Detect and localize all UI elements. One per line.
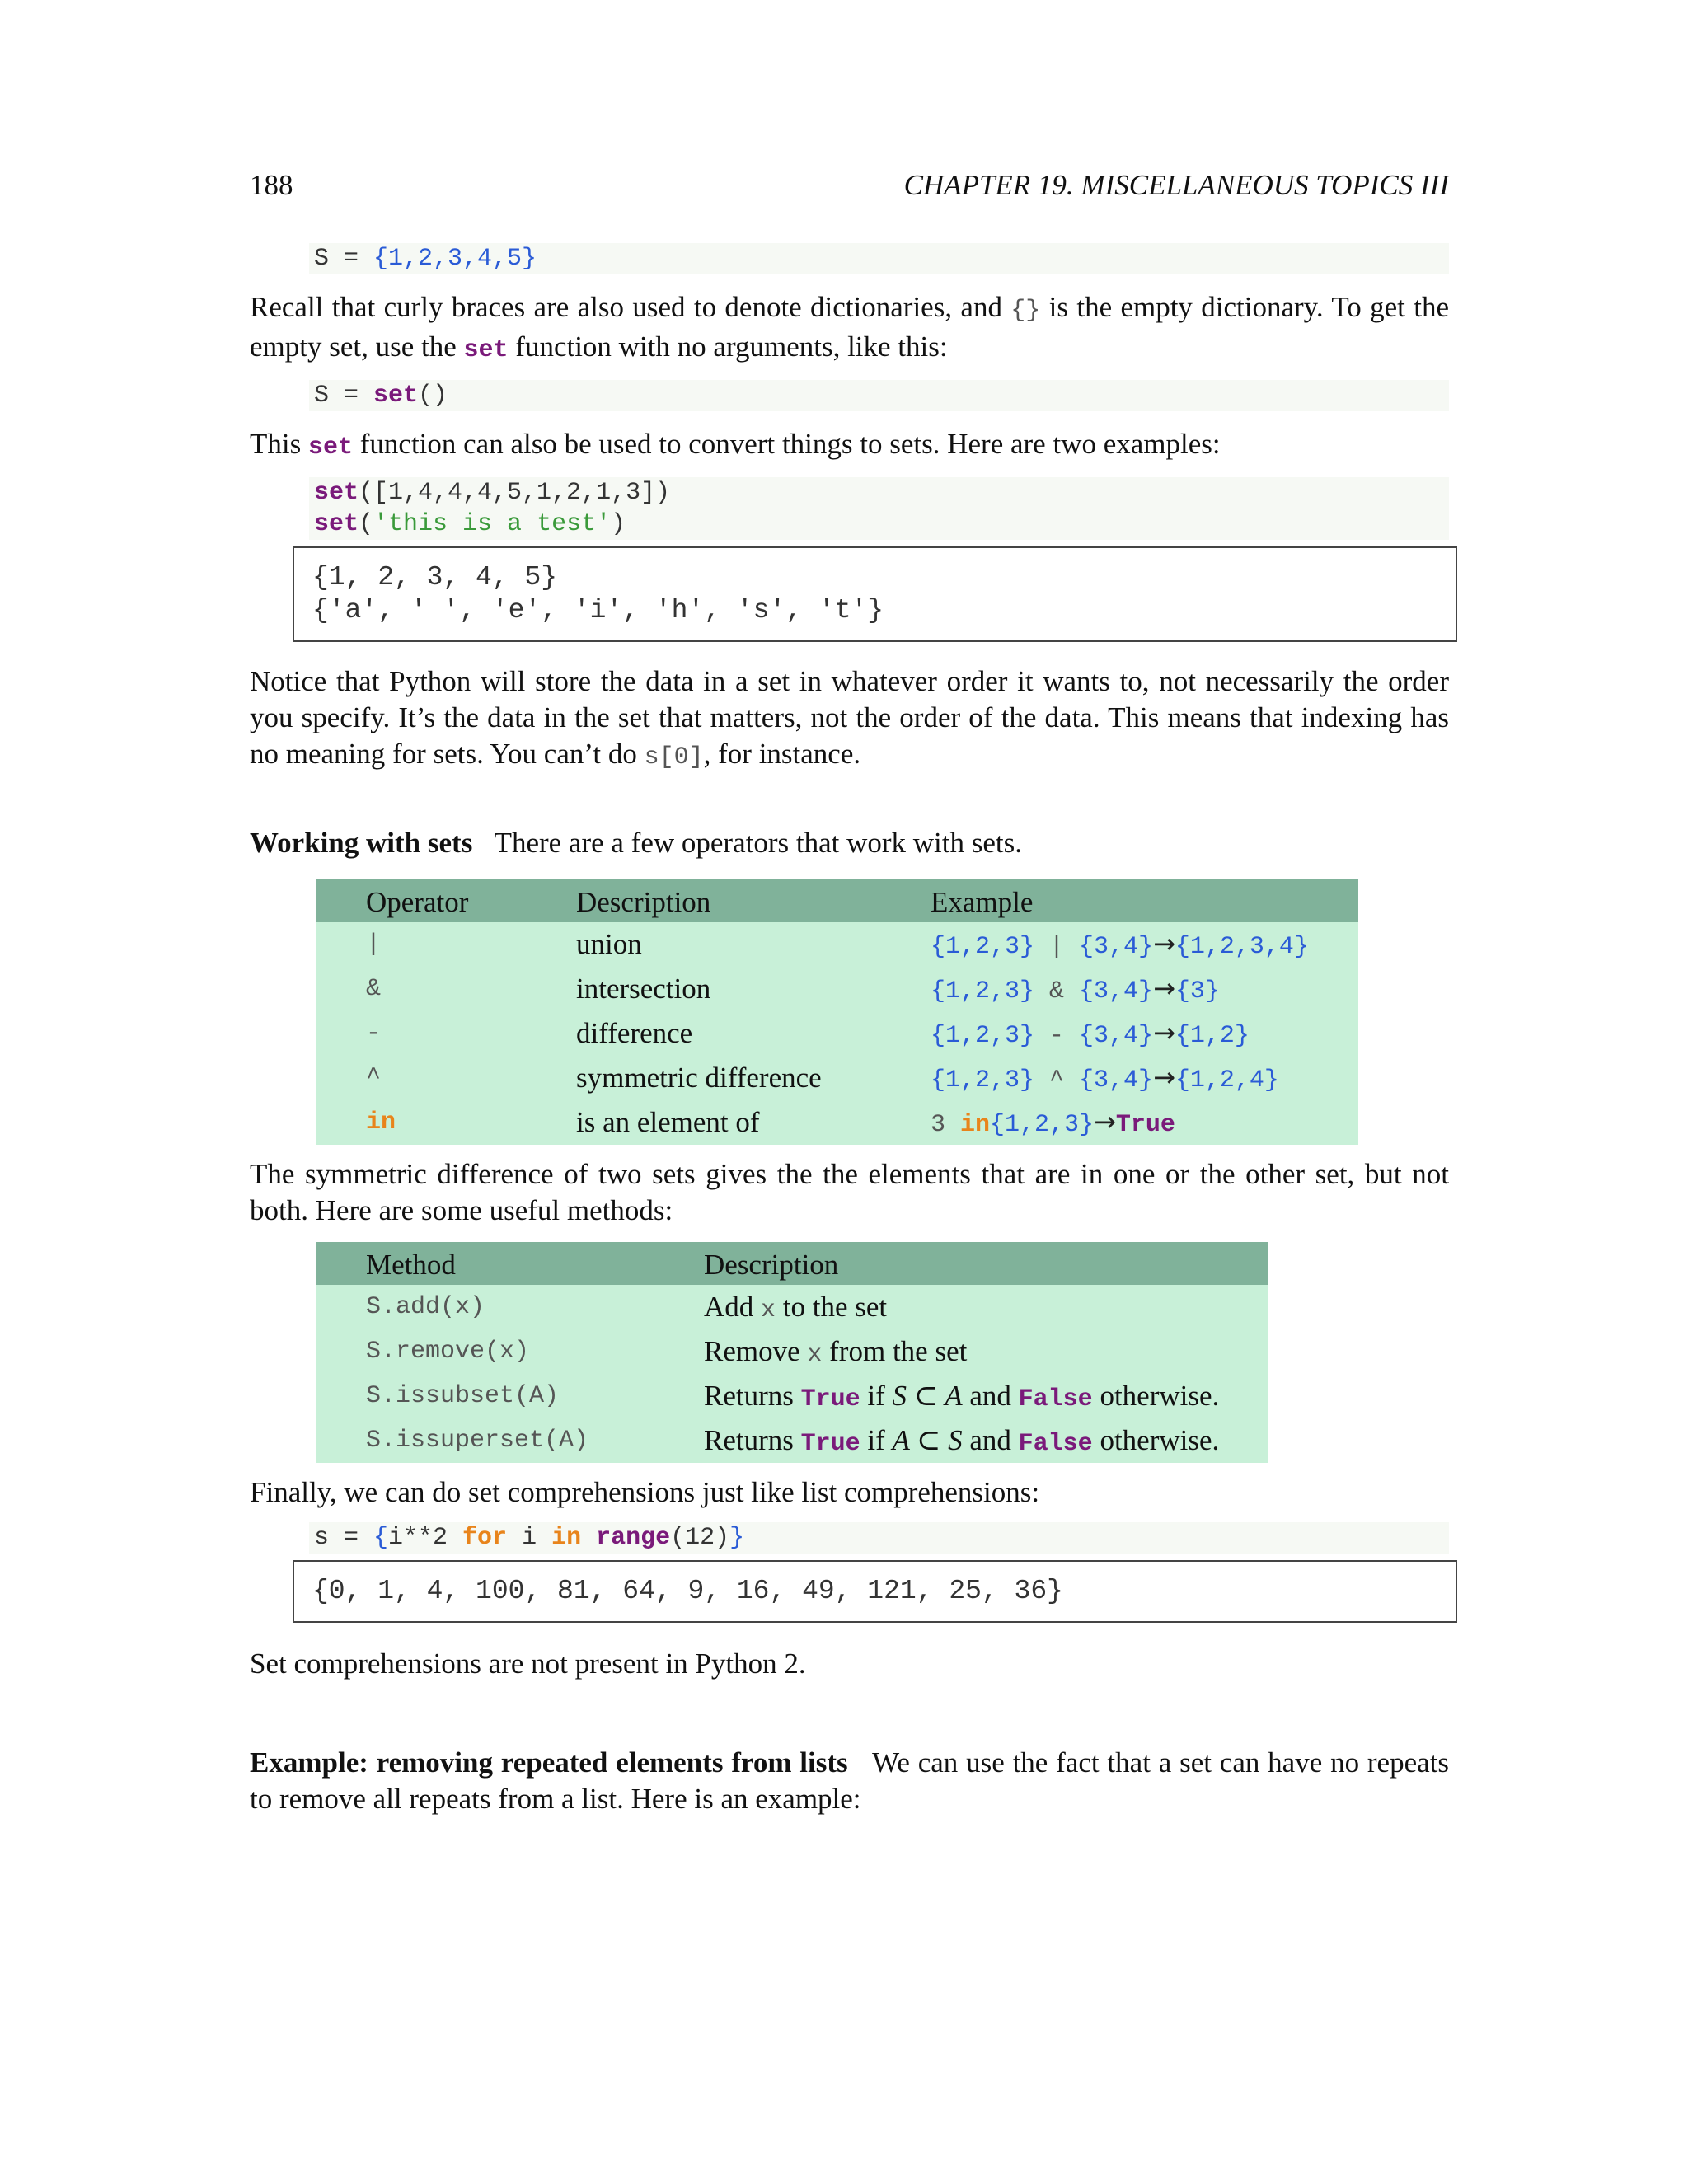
code-block-empty-set: S = set() <box>309 380 1449 411</box>
paragraph-symmetric: The symmetric difference of two sets gives the the elements that are in one or the other set, but not both. Here are some useful methods: <box>250 1158 1449 1226</box>
paragraph-comprehensions: Finally, we can do set comprehensions just like list comprehensions: <box>250 1476 1040 1508</box>
table-row: | union {1,2,3} | {3,4}→{1,2,3,4} <box>316 922 1358 967</box>
operators-table <box>316 879 1358 1145</box>
table-row: in is an element of 3 in{1,2,3}→True <box>316 1100 1358 1145</box>
paragraph-python2: Set comprehensions are not present in Python 2. <box>250 1647 806 1680</box>
table-row: S.issubset(A) Returns True if S ⊂ A and False otherwise. <box>316 1374 1268 1418</box>
table-row: ^ symmetric difference {1,2,3} ^ {3,4}→{1,2,4} <box>316 1056 1358 1100</box>
code-block-convert: set([1,4,4,4,5,1,2,1,3]) set('this is a test') <box>309 477 1449 540</box>
chapter-title: CHAPTER 19. MISCELLANEOUS TOPICS III <box>903 169 1449 201</box>
table-row: - difference {1,2,3} - {3,4}→{1,2} <box>316 1011 1358 1056</box>
table-row: S.add(x) Add x to the set <box>316 1285 1268 1329</box>
table-header-row: Method Description <box>316 1242 1268 1285</box>
output-block-convert: {1, 2, 3, 4, 5} {'a', ' ', 'e', 'i', 'h', 's', 't'} <box>293 546 1457 642</box>
table-row: & intersection {1,2,3} & {3,4}→{3} <box>316 967 1358 1011</box>
section-working-with-sets: Working with sets There are a few operators that work with sets. <box>250 827 1023 859</box>
paragraph-order: Notice that Python will store the data in a set in whatever order it wants to, not necessarily the order you specify. It’s the data in the set that matters, not the order of the data. This means that indexing has no meaning for sets. You can’t do s[0], for instance. <box>250 665 1449 771</box>
section-removing-repeats: Example: removing repeated elements from lists We can use the fact that a set can have no repeats to remove all repeats from a list. Here is an example: <box>250 1746 1450 1815</box>
table-header-row: Operator Description Example <box>316 879 1358 922</box>
table-row: S.issuperset(A) Returns True if A ⊂ S and False otherwise. <box>316 1418 1268 1463</box>
page <box>250 169 1449 1817</box>
section-title: Example: removing repeated elements from lists <box>250 1746 848 1779</box>
page-number: 188 <box>250 169 293 201</box>
table-row: S.remove(x) Remove x from the set <box>316 1329 1268 1374</box>
code-block-comprehension: s = {i**2 for i in range(12)} <box>309 1522 1449 1554</box>
methods-table <box>316 1242 1268 1463</box>
section-title: Working with sets <box>250 827 473 859</box>
paragraph-empty-set: Recall that curly braces are also used to denote dictionaries, and {} is the empty dictionary. To get the empty set, use the set function with no arguments, like this: <box>250 291 1449 364</box>
output-block-comprehension: {0, 1, 4, 100, 81, 64, 9, 16, 49, 121, 25, 36} <box>293 1560 1457 1623</box>
paragraph-convert: This set function can also be used to convert things to sets. Here are two examples: <box>250 428 1221 462</box>
page-header <box>250 169 1449 210</box>
code-block-set-literal: S = {1,2,3,4,5} <box>309 243 1449 274</box>
